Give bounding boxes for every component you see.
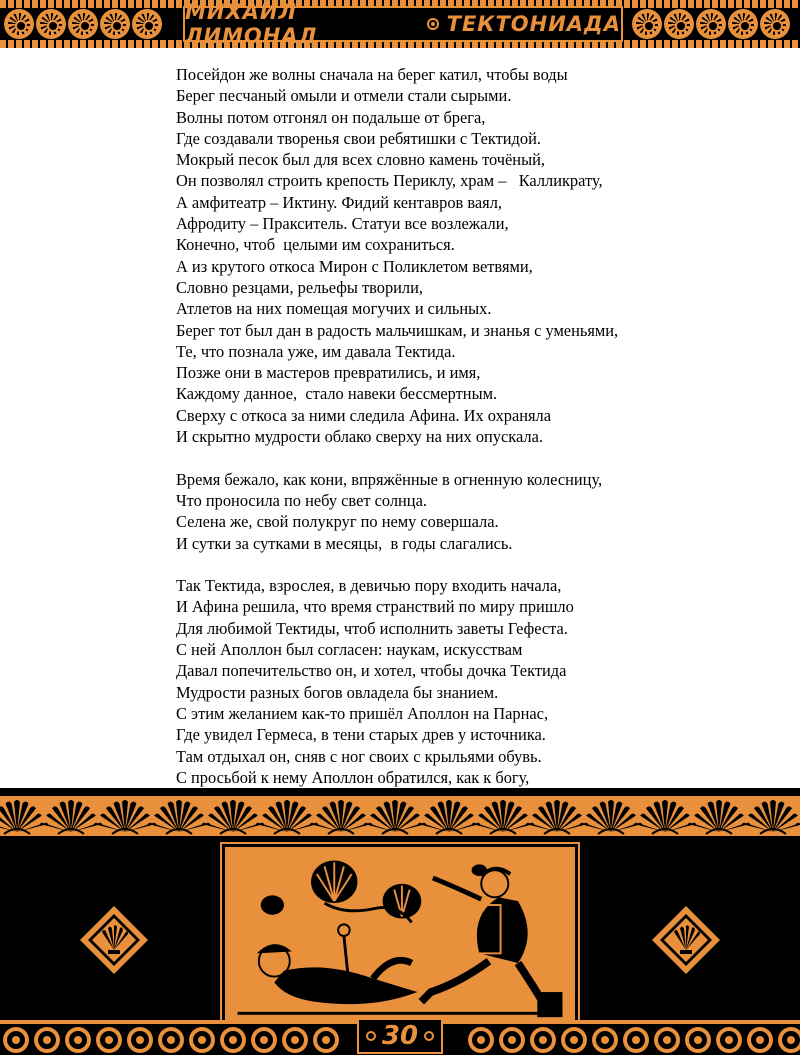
- rosette-icon: [664, 9, 694, 39]
- diamond-palmette-icon: [650, 904, 722, 976]
- poem-line: Конечно, чтоб целыми им сохраниться.: [176, 235, 455, 255]
- rosette-icon: [34, 1027, 60, 1053]
- poem-line: Позже они в мастеров превратились, и имя,: [176, 363, 481, 383]
- poem-line: Атлетов на них помещая могучих и сильных.: [176, 299, 492, 319]
- poem-line: Что проносила по небу свет солнца.: [176, 490, 427, 510]
- poem-text: [176, 64, 776, 809]
- poem-line: Берег тот был дан в радость мальчишкам, и знанья с уменьями,: [176, 320, 619, 340]
- poem-line: Мудрости разных богов овладела бы знанием.: [176, 682, 499, 702]
- rosette-icon: [561, 1027, 587, 1053]
- header-rosettes-left: [4, 8, 162, 40]
- vase-painting-illustration: [222, 844, 578, 1026]
- poem-line: Волны потом отгонял он подальше от брега,: [176, 107, 486, 127]
- poem-line: Афродиту – Пракситель. Статуи все возлежали,: [176, 214, 509, 234]
- palmette-icon: [206, 796, 260, 836]
- rosette-icon: [96, 1027, 122, 1053]
- rosette-icon: [685, 1027, 711, 1053]
- rosette-icon: [132, 9, 162, 39]
- palmette-icon: [368, 796, 422, 836]
- poem-line: И Афина решила, что время странствий по миру пришло: [176, 597, 574, 617]
- poem-line: Где увидел Гермеса, в тени старых древ у источника.: [176, 725, 546, 745]
- palmette-icon: [584, 796, 638, 836]
- palmette-icon: [476, 796, 530, 836]
- footer-panel: [0, 844, 800, 1055]
- stanza: [176, 469, 776, 554]
- rosette-icon: [65, 1027, 91, 1053]
- page-number-dot-icon: [424, 1031, 434, 1041]
- poem-line: Словно резцами, рельефы творили,: [176, 277, 423, 297]
- rosette-icon: [760, 9, 790, 39]
- rosette-icon: [68, 9, 98, 39]
- poem-line: Мокрый песок был для всех словно камень точёный,: [176, 150, 545, 170]
- poem-line: Селена же, свой полукруг по нему совершала.: [176, 512, 499, 532]
- rosette-icon: [4, 9, 34, 39]
- rosette-icon: [747, 1027, 773, 1053]
- palmette-icon: [422, 796, 476, 836]
- stanza: [176, 64, 776, 447]
- palmette-icon: [98, 796, 152, 836]
- book-title: ТЕКТОНИАДА: [446, 12, 621, 36]
- rosette-icon: [654, 1027, 680, 1053]
- page-number-dot-icon: [366, 1031, 376, 1041]
- poem-line: Там отдыхал он, сняв с ног своих с крыльями обувь.: [176, 746, 542, 766]
- rosette-icon: [592, 1027, 618, 1053]
- header-title-box: [183, 0, 623, 48]
- palmette-icon: [530, 796, 584, 836]
- poem-line: С этим желанием как-то пришёл Аполлон на Парнас,: [176, 703, 549, 723]
- palmette-row: [0, 796, 800, 836]
- palmette-icon: [0, 796, 44, 836]
- palmette-frieze: [0, 788, 800, 844]
- rosette-icon: [251, 1027, 277, 1053]
- poem-line: Для любимой Тектиды, чтоб исполнить заветы Гефеста.: [176, 618, 568, 638]
- palmette-icon: [152, 796, 206, 836]
- poem-line: С просьбой к нему Аполлон обратился, как к богу,: [176, 767, 530, 787]
- rosette-icon: [530, 1027, 556, 1053]
- poem-line: Давал попечительство он, и хотел, чтобы дочка Тектида: [176, 661, 567, 681]
- page-number-box: [357, 1018, 443, 1054]
- stanza: [176, 575, 776, 788]
- rosette-icon: [189, 1027, 215, 1053]
- frieze-border-bottom: [0, 836, 800, 844]
- title-separator-icon: [427, 18, 438, 30]
- palmette-icon: [44, 796, 98, 836]
- page-header: [0, 0, 800, 48]
- poem-line: Те, что познала уже, им давала Тектида.: [176, 341, 456, 361]
- poem-line: Время бежало, как кони, впряжённые в огненную колесницу,: [176, 469, 603, 489]
- poem-line: Где создавали творенья свои ребятишки с Тектидой.: [176, 128, 541, 148]
- palmette-icon: [314, 796, 368, 836]
- author-name: МИХАИЛ ЛИМОНАД: [185, 0, 319, 48]
- poem-line: С ней Аполлон был согласен: наукам, искусствам: [176, 640, 523, 660]
- rosette-icon: [696, 9, 726, 39]
- rosette-icon: [127, 1027, 153, 1053]
- rosette-icon: [282, 1027, 308, 1053]
- poem-line: Посейдон же волны сначала на берег катил, чтобы воды: [176, 65, 568, 84]
- poem-line: А амфитеатр – Иктину. Фидий кентавров ваял,: [176, 192, 502, 212]
- poem-line: Так Тектида, взрослея, в девичью пору входить начала,: [176, 576, 562, 596]
- rosette-icon: [220, 1027, 246, 1053]
- rosette-icon: [468, 1027, 494, 1053]
- rosette-icon: [728, 9, 758, 39]
- rosette-icon: [313, 1027, 339, 1053]
- poem-line: Сверху с откоса за ними следила Афина. Их охраняла: [176, 405, 552, 425]
- poem-line: И сутки за сутками в месяцы, в годы слагались.: [176, 533, 513, 553]
- header-rosettes-right: [632, 8, 790, 40]
- frieze-border-top: [0, 788, 800, 796]
- rosette-icon: [100, 9, 130, 39]
- rosette-icon: [632, 9, 662, 39]
- poem-line: Каждому данное, стало навеки бессмертным.: [176, 384, 498, 404]
- poem-line: Он позволял строить крепость Периклу, храм – Калликрату,: [176, 171, 603, 191]
- poem-line: И скрытно мудрости облако сверху на них опускала.: [176, 427, 543, 447]
- rosette-icon: [36, 9, 66, 39]
- palmette-icon: [638, 796, 692, 836]
- palmette-icon: [746, 796, 800, 836]
- page-number: 30: [381, 1021, 419, 1051]
- palmette-icon: [692, 796, 746, 836]
- rosette-icon: [623, 1027, 649, 1053]
- rosette-icon: [3, 1027, 29, 1053]
- rosette-icon: [158, 1027, 184, 1053]
- poem-line: Берег песчаный омыли и отмели стали сырыми.: [176, 86, 512, 106]
- rosette-icon: [499, 1027, 525, 1053]
- poem-line: А из крутого откоса Мирон с Поликлетом ветвями,: [176, 256, 533, 276]
- rosette-icon: [716, 1027, 742, 1053]
- palmette-icon: [260, 796, 314, 836]
- text-page: [0, 48, 800, 788]
- diamond-palmette-icon: [78, 904, 150, 976]
